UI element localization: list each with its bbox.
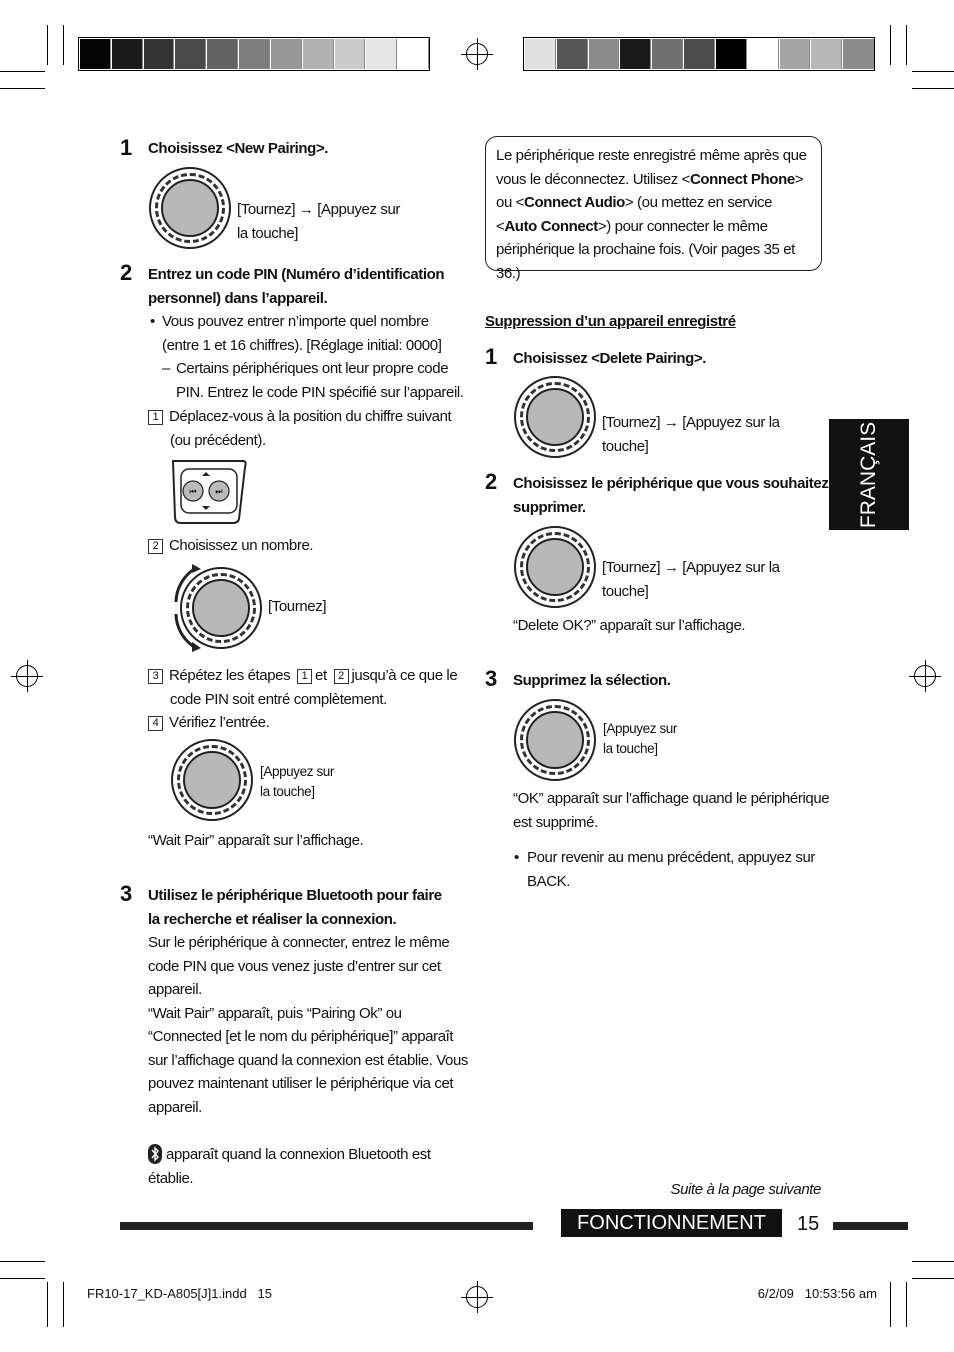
control-knob-icon [171,739,253,821]
knob-instruction [260,762,334,802]
slug-date: 6/2/09 10:53:56 am [757,1286,877,1301]
step-title: Choisissez <New Pairing>. [148,140,329,157]
instruction-line: [Appuyez sur [260,764,334,779]
text-line: Certains périphériques ont leur propre code [176,360,449,377]
knob-instruction [237,198,400,245]
note-line: périphérique la prochaine fois. (Voir pages 35 et 36.) [496,241,795,282]
body-line: “Connected [et le nom du périphérique]” apparaît [148,1028,454,1045]
page-number: 15 [797,1213,820,1235]
instruction-line: touche] [602,582,649,600]
body-line: sur l’affichage quand la connexion est établie. Vous [148,1051,468,1069]
bluetooth-note: apparaît quand la connexion Bluetooth est [166,1146,431,1163]
crop-mark [63,1282,64,1327]
step-number: 3 [120,881,133,906]
instruction-line: touche] [602,437,649,455]
instruction-line: la touche] [260,784,315,799]
step-title [148,263,444,310]
registration-mark-icon [466,1286,488,1308]
color-swatch [335,39,366,69]
color-swatch [780,39,811,69]
substep-number: 3 [148,669,163,684]
body-line: pouvez maintenant utiliser le périphérique via cet [148,1075,454,1092]
body-line: Sur le périphérique à connecter, entrez le même [148,934,450,951]
svg-text:⏮: ⏮ [189,487,197,496]
instruction-line: la touche] [237,224,299,242]
section-heading: Suppression d’un appareil enregistré [485,313,736,330]
text-line: Pour revenir au menu précédent, appuyez sur [527,849,815,866]
status-message: “Wait Pair” apparaît sur l’affichage. [148,832,364,849]
knob-instruction [602,411,780,458]
color-swatch [748,39,779,69]
title-line: personnel) dans l’appareil. [148,289,328,307]
color-swatch [652,39,683,69]
substep-text: Répétez les étapes [169,667,291,684]
crop-mark [47,1282,48,1327]
substep-text: Vérifiez l’entrée. [169,714,270,731]
step-number: 1 [120,135,133,160]
dash-icon: – [162,360,170,377]
step-number: 2 [485,469,498,494]
color-swatch [398,39,429,69]
note-line: Le périphérique reste enregistré même après que [496,147,807,164]
note-line: <Auto Connect>) pour connecter le même [496,217,768,235]
control-knob-icon [514,699,596,781]
color-swatch [589,39,620,69]
body-line: code PIN que vous venez juste d’entrer sur cet [148,957,441,975]
substep-1 [148,405,451,429]
step-title: Choisissez <Delete Pairing>. [513,350,707,367]
step-number: 2 [120,260,133,285]
step-body [148,931,468,1119]
crop-mark [890,25,891,65]
body-line: “Wait Pair” apparaît, puis “Pairing Ok” ou [148,1004,402,1022]
crop-mark [0,88,45,89]
color-swatch [716,39,747,69]
substep-text: code PIN soit entré complètement. [170,691,387,708]
section-label: FONCTIONNEMENT [561,1209,782,1237]
footer-rule-left [120,1222,533,1230]
crop-mark [0,1261,45,1262]
step-title [148,884,442,931]
color-calibration-bar-left [78,37,430,71]
bluetooth-icon [148,1144,162,1164]
color-swatch [271,39,302,69]
crop-mark [0,1278,45,1279]
title-line: supprimer. [513,498,586,516]
bullet-icon: • [514,849,519,866]
knob-instruction: [Tournez] [268,598,327,615]
color-swatch [303,39,334,69]
color-swatch [207,39,238,69]
control-knob-icon [180,567,262,649]
note-line: vous le déconnectez. Utilisez <Connect Phone> [496,170,804,188]
bullet-text [527,846,815,893]
message-line: “OK” apparaît sur l’affichage quand le périphérique [513,790,830,807]
color-swatch [239,39,270,69]
text-line: (entre 1 et 16 chiffres). [Réglage initial: 0000] [162,336,442,354]
substep-ref: 2 [334,669,349,684]
substep-text: jusqu’à ce que le [351,667,458,684]
color-swatch [144,39,175,69]
substep-number: 2 [148,539,163,554]
language-tab [829,419,909,530]
substep-text: Déplacez-vous à la position du chiffre suivant [169,408,452,425]
instruction-line: [Tournez] → [Appuyez sur la [602,559,780,576]
crop-mark [0,71,45,72]
status-message [513,787,829,834]
language-tab-label: FRANÇAIS [857,421,880,528]
crop-mark [890,1282,891,1327]
color-swatch [557,39,588,69]
color-swatch [843,39,874,69]
color-swatch [684,39,715,69]
text-line: Vous pouvez entrer n’importe quel nombre [162,313,429,330]
registration-mark-icon [466,43,488,65]
title-line: Utilisez le périphérique Bluetooth pour faire [148,887,442,904]
title-line: la recherche et réaliser la connexion. [148,910,397,928]
registration-mark-icon [16,665,38,687]
bullet-icon: • [150,313,155,330]
body-line: appareil. [148,1098,202,1116]
body-line: appareil. [148,981,202,998]
text-line: BACK. [527,872,571,890]
substep-text: (ou précédent). [170,432,266,449]
color-swatch [80,39,111,69]
title-line: Entrez un code PIN (Numéro d’identification [148,266,445,283]
crop-mark [912,88,954,89]
color-swatch [811,39,842,69]
knob-instruction [602,556,780,603]
color-swatch [175,39,206,69]
substep-2 [148,534,313,558]
footer-rule-right [833,1222,908,1230]
message-line: est supprimé. [513,813,598,831]
note-line: ou <Connect Audio> (ou mettez en service [496,194,773,211]
dash-text [176,357,464,404]
instruction-line: [Tournez] → [Appuyez sur [237,201,400,218]
crop-mark [912,71,954,72]
substep-number: 1 [148,410,163,425]
bullet-text [162,310,441,357]
continued-note: Suite à la page suivante [670,1181,821,1198]
substep-number: 4 [148,716,163,731]
crop-mark [906,25,907,65]
bluetooth-note: établie. [148,1170,194,1187]
title-line: Choisissez le périphérique que vous souhaitez [513,475,829,492]
crop-mark [63,25,64,65]
step-number: 3 [485,666,498,691]
instruction-line: [Tournez] → [Appuyez sur la [602,414,780,431]
svg-text:⏭: ⏭ [215,487,223,496]
crop-mark [912,1261,954,1262]
control-knob-icon [149,167,231,249]
step-number: 1 [485,344,498,369]
text-line: PIN. Entrez le code PIN spécifié sur l’appareil. [176,383,464,401]
slug-filename: FR10-17_KD-A805[J]1.indd 15 [87,1286,272,1301]
instruction-line: [Appuyez sur [603,721,677,736]
note-box [485,136,822,282]
registration-mark-icon [914,665,936,687]
crop-mark [906,1282,907,1327]
control-knob-icon [514,376,596,458]
substep-text: et [315,667,327,684]
substep-ref: 1 [297,669,312,684]
color-calibration-bar-right [523,37,875,71]
crop-mark [47,25,48,65]
status-message: “Delete OK?” apparaît sur l’affichage. [513,617,746,634]
step-title [513,472,828,519]
color-swatch [525,39,556,69]
color-swatch [112,39,143,69]
crop-mark [912,1278,954,1279]
control-knob-icon [514,526,596,608]
skip-buttons-icon [169,459,249,525]
substep-4 [148,711,269,735]
color-swatch [620,39,651,69]
knob-instruction [603,719,677,759]
instruction-line: la touche] [603,741,658,756]
substep-3 [148,664,457,688]
color-swatch [366,39,397,69]
substep-text: Choisissez un nombre. [169,537,314,554]
step-title: Supprimez la sélection. [513,672,671,689]
